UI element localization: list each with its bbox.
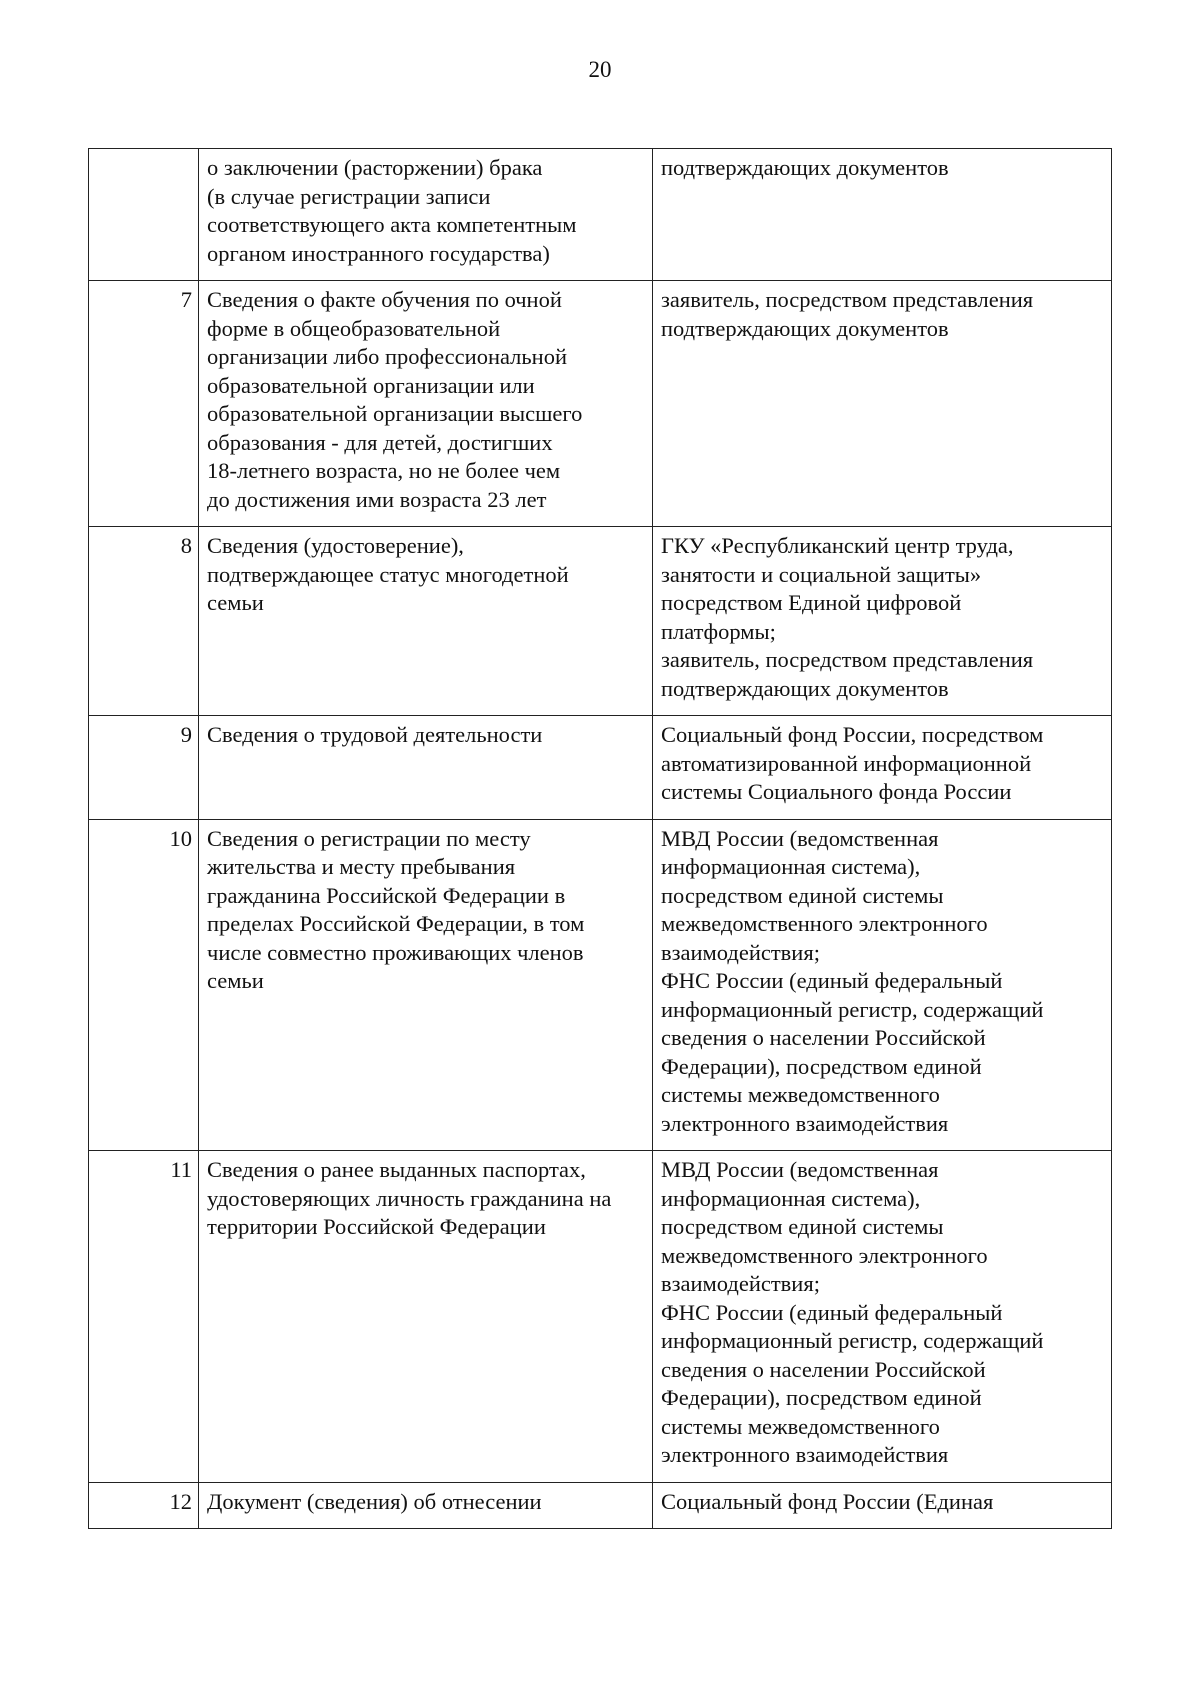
source-line: информационный регистр, содержащий: [661, 1328, 1044, 1353]
source-line: межведомственного электронного: [661, 1242, 988, 1268]
source-line: Федерации), посредством единой: [661, 1385, 982, 1410]
source-line: информационный регистр, содержащий: [661, 996, 1044, 1022]
source-line: Социальный фонд России, посредством: [661, 722, 1044, 747]
table-row: [89, 819, 1112, 1151]
description-line: Сведения о ранее выданных паспортах,: [207, 1157, 586, 1182]
description-line: соответствующего акта компетентным: [207, 212, 577, 237]
row-number: [89, 149, 199, 281]
documents-table: [88, 148, 1112, 1529]
source-line: системы межведомственного: [661, 1082, 940, 1107]
source-line: посредством единой системы: [661, 1214, 944, 1239]
document-source-cell: [653, 819, 1112, 1151]
description-line: подтверждающее статус многодетной: [207, 561, 569, 587]
table-body: [89, 149, 1112, 1529]
document-description-cell: [199, 819, 653, 1151]
description-line: образования - для детей, достигших: [207, 429, 553, 455]
document-source-cell: [653, 1151, 1112, 1483]
page-number: 20: [588, 57, 612, 82]
source-line: заявитель, посредством представления: [661, 647, 1034, 672]
source-line: ГКУ «Республиканский центр труда,: [661, 533, 1014, 558]
description-line: территории Российской Федерации: [207, 1214, 546, 1239]
source-line: платформы;: [661, 618, 776, 644]
description-line: удостоверяющих личность гражданина на: [207, 1185, 612, 1211]
source-line: взаимодействия;: [661, 1271, 820, 1296]
document-source-cell: [653, 1482, 1112, 1529]
description-line: органом иностранного государства): [207, 240, 550, 266]
table-row: [89, 1482, 1112, 1529]
description-line: семьи: [207, 968, 264, 993]
description-line: семьи: [207, 590, 264, 615]
description-line: до достижения ими возраста 23 лет: [207, 486, 547, 512]
source-line: занятости и социальной защиты»: [661, 561, 982, 587]
source-line: системы Социального фонда России: [661, 779, 1012, 804]
document-source-cell: [653, 281, 1112, 527]
description-line: образовательной организации высшего: [207, 401, 583, 426]
row-number: 10: [89, 819, 199, 1151]
description-line: (в случае регистрации записи: [207, 183, 491, 209]
source-line: Федерации), посредством единой: [661, 1053, 982, 1079]
row-number: 8: [89, 527, 199, 716]
source-line: сведения о населении Российской: [661, 1025, 986, 1050]
document-description-cell: [199, 1151, 653, 1483]
document-description-cell: [199, 1482, 653, 1529]
description-line: о заключении (расторжении) брака: [207, 155, 543, 180]
source-line: ФНС России (единый федеральный: [661, 1299, 1003, 1325]
source-line: подтверждающих документов: [661, 675, 949, 701]
source-line: МВД России (ведомственная: [661, 825, 939, 851]
description-line: Документ (сведения) об отнесении: [207, 1488, 542, 1514]
row-number: 12: [89, 1482, 199, 1529]
document-source-cell: [653, 527, 1112, 716]
document-description-cell: [199, 281, 653, 527]
description-line: организации либо профессиональной: [207, 344, 567, 369]
description-line: форме в общеобразовательной: [207, 315, 501, 341]
table-row: [89, 716, 1112, 820]
source-line: информационная система),: [661, 854, 921, 879]
source-line: взаимодействия;: [661, 939, 820, 965]
description-line: Сведения о трудовой деятельности: [207, 722, 543, 747]
document-source-cell: [653, 716, 1112, 820]
source-line: заявитель, посредством представления: [661, 287, 1034, 312]
document-source-cell: [653, 149, 1112, 281]
description-line: гражданина Российской Федерации в: [207, 882, 566, 908]
source-line: посредством Единой цифровой: [661, 590, 962, 615]
description-line: жительства и месту пребывания: [207, 854, 516, 879]
table-row: [89, 149, 1112, 281]
description-line: образовательной организации или: [207, 372, 535, 398]
document-description-cell: [199, 149, 653, 281]
row-number: 11: [89, 1151, 199, 1483]
description-line: пределах Российской Федерации, в том: [207, 911, 585, 936]
source-line: информационная система),: [661, 1185, 921, 1211]
source-line: подтверждающих документов: [661, 155, 949, 180]
source-line: ФНС России (единый федеральный: [661, 968, 1003, 993]
description-line: числе совместно проживающих членов: [207, 939, 584, 965]
table-row: [89, 1151, 1112, 1483]
source-line: электронного взаимодействия: [661, 1442, 949, 1467]
source-line: электронного взаимодействия: [661, 1110, 949, 1136]
row-number: 7: [89, 281, 199, 527]
document-description-cell: [199, 527, 653, 716]
description-line: Сведения о регистрации по месту: [207, 825, 531, 851]
source-line: МВД России (ведомственная: [661, 1157, 939, 1182]
description-line: 18-летнего возраста, но не более чем: [207, 458, 561, 483]
source-line: Социальный фонд России (Единая: [661, 1488, 994, 1514]
source-line: сведения о населении Российской: [661, 1356, 986, 1382]
description-line: Сведения о факте обучения по очной: [207, 287, 562, 312]
source-line: посредством единой системы: [661, 882, 944, 908]
source-line: автоматизированной информационной: [661, 750, 1032, 776]
source-line: подтверждающих документов: [661, 315, 949, 341]
source-line: системы межведомственного: [661, 1413, 940, 1439]
row-number: 9: [89, 716, 199, 820]
document-description-cell: [199, 716, 653, 820]
table-row: [89, 281, 1112, 527]
table-row: [89, 527, 1112, 716]
description-line: Сведения (удостоверение),: [207, 533, 464, 558]
source-line: межведомственного электронного: [661, 911, 988, 936]
